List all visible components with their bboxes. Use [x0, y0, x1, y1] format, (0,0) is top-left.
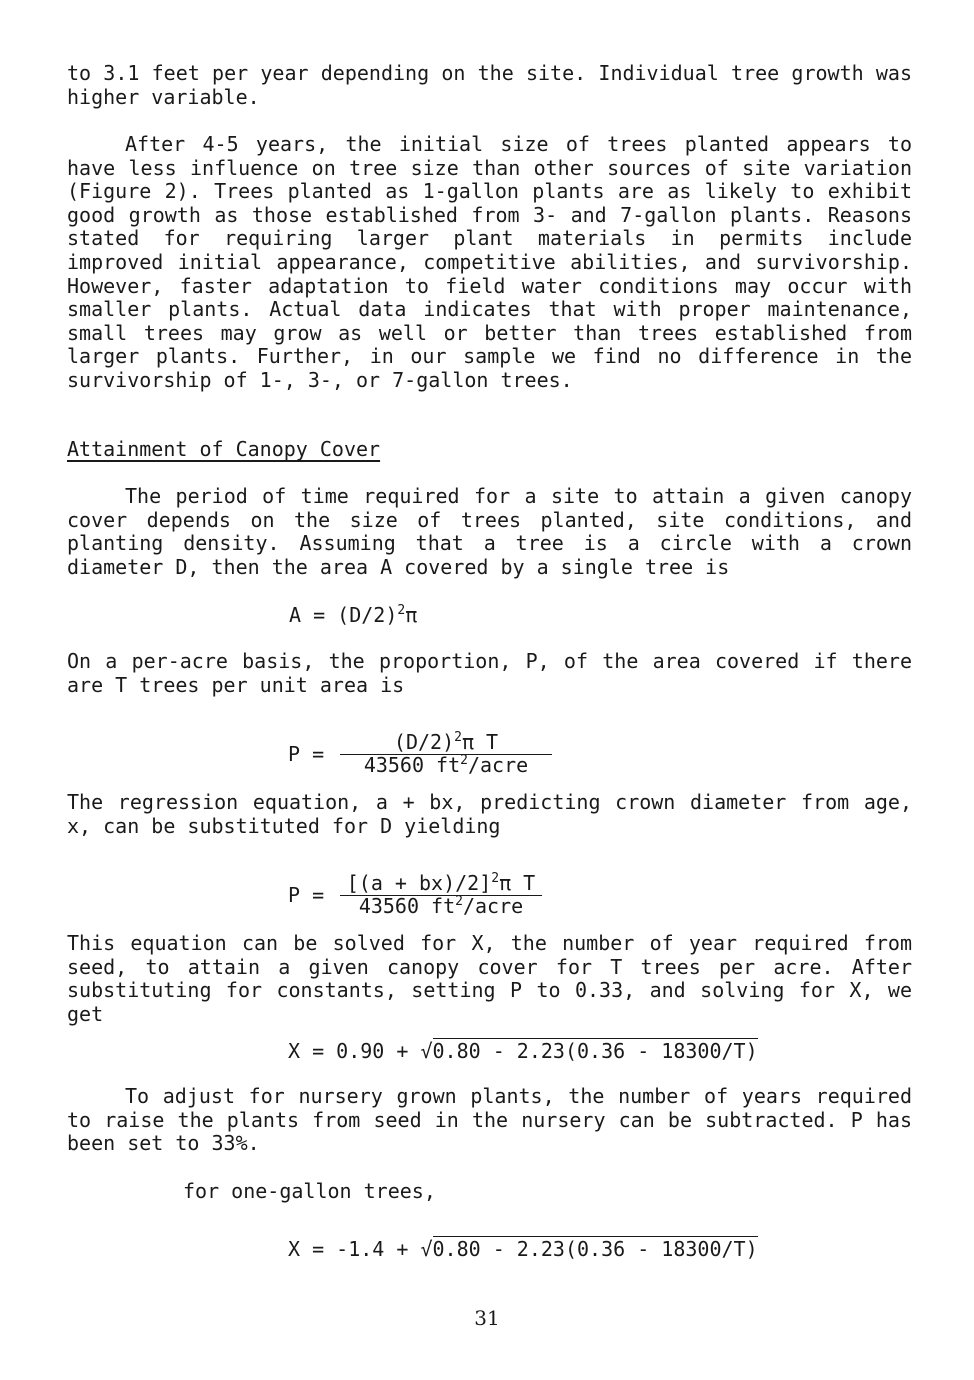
- paragraph-canopy-period: The period of time required for a site to attain a given canopy cover depends on the size of trees planted, site conditions, and planting density. Assuming that a tree is a circle with a crown diameter D, then the area A covered by a single tree is: [67, 484, 912, 579]
- equation-area: [289, 603, 417, 627]
- sqrt-icon: √: [420, 1039, 433, 1063]
- equation-area-lhs: A = (D/2): [289, 603, 398, 627]
- equation-proportion-lhs: P =: [288, 742, 325, 766]
- equation-one-gallon: [288, 1237, 758, 1261]
- paragraph-regression: The regression equation, a + bx, predicting crown diameter from age, x, can be substituted for D yielding: [67, 790, 912, 838]
- equation-years-from-seed-radicand: 0.80 - 2.23(0.36 - 18300/T): [432, 1039, 758, 1063]
- equation-one-gallon-radicand: 0.80 - 2.23(0.36 - 18300/T): [432, 1237, 758, 1261]
- paragraph-solve-x: This equation can be solved for X, the number of year required from seed, to attain a given canopy cover for T trees per acre. After substituting for constants, setting P to 0.33, and solving for X, we get: [67, 931, 912, 1026]
- sqrt-icon: √: [420, 1237, 433, 1261]
- equation-regression-numerator: $[(a + bx)/2]^2\pi$ T: [340, 872, 542, 896]
- equation-proportion-numerator: $(D/2)^2\pi$ T: [340, 731, 552, 755]
- equation-years-from-seed-lhs: X = 0.90 +: [288, 1039, 421, 1063]
- equation-area-pi: π: [405, 603, 418, 627]
- paragraph-nursery-adjust: To adjust for nursery grown plants, the number of years required to raise the plants from seed in the nursery can be subtracted. P has been set to 33%.: [67, 1084, 912, 1156]
- paragraph-growth-rate: to 3.1 feet per year depending on the site. Individual tree growth was higher variable.: [67, 61, 912, 109]
- page-number: 31: [474, 1306, 500, 1330]
- paragraph-one-gallon: for one-gallon trees,: [183, 1179, 436, 1203]
- equation-regression-lhs: P =: [288, 883, 325, 907]
- equation-years-from-seed: [288, 1039, 758, 1063]
- paragraph-per-acre: On a per-acre basis, the proportion, P, of the area covered if there are T trees per unit area is: [67, 649, 912, 697]
- equation-proportion-denominator: 43560 $ft^2$/acre: [363, 753, 529, 777]
- equation-area-exponent: 2: [397, 603, 406, 618]
- equation-regression-denominator: 43560 $ft^2$/acre: [358, 894, 524, 918]
- equation-one-gallon-lhs: X = -1.4 +: [288, 1237, 421, 1261]
- section-heading: Attainment of Canopy Cover: [67, 437, 381, 461]
- paragraph-initial-size: After 4-5 years, the initial size of trees planted appears to have less influence on tree size than other sources of site variation (Figure 2). Trees planted as 1-gallon plants are as likely to exhibit good growth as those established from 3- and 7-gallon plants. Reasons stated for requiring larger plant materials in permits include improved initial appearance, competitive abilities, and survivorship. However, faster adaptation to field water conditions may occur with smaller plants. Actual data indicates that with proper maintenance, small trees may grow as well or better than trees established from larger plants. Further, in our sample we find no difference in the survivorship of 1-, 3-, or 7-gallon trees.: [67, 132, 912, 392]
